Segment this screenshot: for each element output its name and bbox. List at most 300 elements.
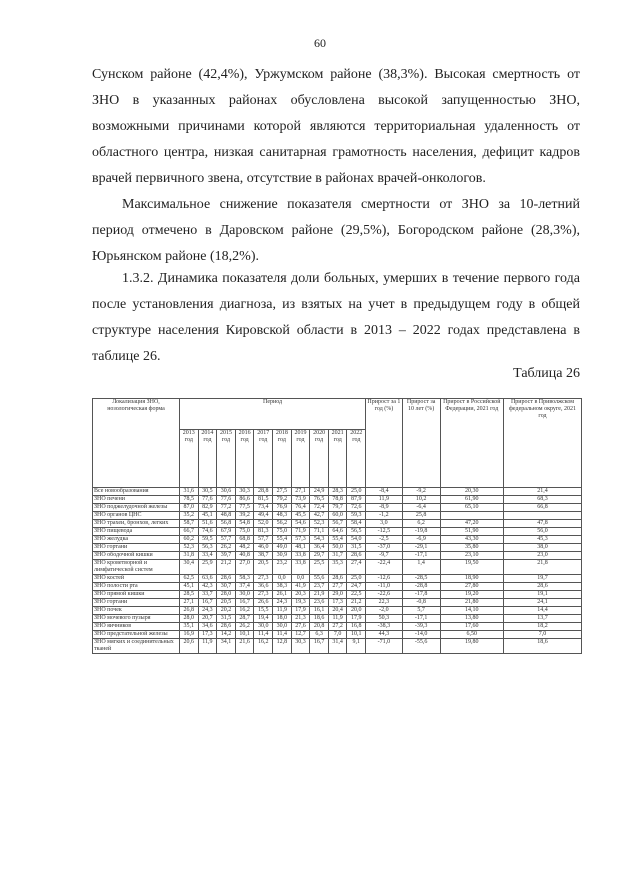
- table-cell: 58,4: [347, 520, 366, 528]
- table-cell: 54,0: [347, 536, 366, 544]
- table-cell: [440, 512, 503, 520]
- table-cell: 38,3: [273, 583, 292, 591]
- table-row: [93, 583, 582, 591]
- table-cell: 31,4: [328, 639, 347, 654]
- table-cell: 77,2: [217, 504, 236, 512]
- table-cell: 6,3: [310, 631, 329, 639]
- table-cell: 16,7: [235, 599, 254, 607]
- table-cell: 10,1: [235, 631, 254, 639]
- header-year: 2022 год: [347, 429, 366, 487]
- table-cell: 78,8: [328, 496, 347, 504]
- table-row: [93, 575, 582, 583]
- table-cell: 21,8: [504, 560, 582, 575]
- table-cell: 72,6: [347, 504, 366, 512]
- table-cell: 30,4: [180, 560, 199, 575]
- table-cell: 26,2: [235, 623, 254, 631]
- table-cell: 3,0: [366, 520, 403, 528]
- table-cell: 57,7: [254, 536, 273, 544]
- table-cell: 20,3: [291, 591, 310, 599]
- table-cell: 45,1: [180, 583, 199, 591]
- table-cell: -17,8: [402, 591, 440, 599]
- table-cell: 58,3: [235, 575, 254, 583]
- table-row: [93, 623, 582, 631]
- table-cell: 48,3: [273, 512, 292, 520]
- table-cell: -22,4: [366, 560, 403, 575]
- row-label: ЗНО полости рта: [93, 583, 180, 591]
- table-cell: 28,6: [347, 552, 366, 560]
- table-cell: 66,7: [180, 528, 199, 536]
- table-cell: 79,2: [273, 496, 292, 504]
- header-growth-1y: Прирост за 1 год (%): [366, 399, 403, 488]
- table-cell: 20,4: [328, 607, 347, 615]
- table-cell: 6,2: [402, 520, 440, 528]
- table-cell: 7,0: [504, 631, 582, 639]
- table-cell: 55,4: [273, 536, 292, 544]
- table-cell: 10,2: [402, 496, 440, 504]
- table-row: [93, 639, 582, 654]
- table-row: [93, 615, 582, 623]
- table-cell: 73,4: [254, 504, 273, 512]
- row-label: ЗНО органов ЦНС: [93, 512, 180, 520]
- table-cell: 12,8: [273, 639, 292, 654]
- row-label: ЗНО костей: [93, 575, 180, 583]
- table-cell: 61,90: [440, 496, 503, 504]
- table-cell: 22,3: [366, 599, 403, 607]
- header-year: 2017 год: [254, 429, 273, 487]
- table-cell: 0,0: [273, 575, 292, 583]
- table-cell: 43,30: [440, 536, 503, 544]
- table-cell: 64,6: [328, 528, 347, 536]
- table-cell: 52,3: [180, 544, 199, 552]
- table-cell: 31,6: [180, 488, 199, 496]
- header-year: 2016 год: [235, 429, 254, 487]
- table-cell: 81,3: [254, 528, 273, 536]
- table-cell: 16,9: [180, 631, 199, 639]
- table-cell: -28,5: [402, 575, 440, 583]
- table-cell: 54,8: [235, 520, 254, 528]
- table-cell: 56,7: [328, 520, 347, 528]
- row-label: ЗНО почек: [93, 607, 180, 615]
- table-cell: 28,7: [235, 615, 254, 623]
- table-cell: 17,3: [328, 599, 347, 607]
- table-cell: 37,4: [235, 583, 254, 591]
- table-cell: 21,80: [440, 599, 503, 607]
- table-cell: 28,6: [328, 575, 347, 583]
- table-cell: 39,2: [235, 512, 254, 520]
- row-label: ЗНО печени: [93, 496, 180, 504]
- table-cell: -14,0: [402, 631, 440, 639]
- table-cell: 27,2: [328, 623, 347, 631]
- table-cell: 19,7: [504, 575, 582, 583]
- table-cell: 48,8: [217, 512, 236, 520]
- table-cell: 19,1: [504, 591, 582, 599]
- header-year: 2021 год: [328, 429, 347, 487]
- table-cell: 28,6: [217, 623, 236, 631]
- table-cell: 21,3: [291, 615, 310, 623]
- table-cell: 26,8: [180, 607, 199, 615]
- table-cell: -12,6: [366, 575, 403, 583]
- table-cell: -22,6: [366, 591, 403, 599]
- table-cell: 0,0: [291, 575, 310, 583]
- table-cell: -2,0: [366, 607, 403, 615]
- table-cell: 27,4: [347, 560, 366, 575]
- table-cell: -37,0: [366, 544, 403, 552]
- table-cell: -6,4: [402, 504, 440, 512]
- table-cell: 49,0: [273, 544, 292, 552]
- table-cell: 28,0: [217, 591, 236, 599]
- table-cell: 47,20: [440, 520, 503, 528]
- table-cell: 23,6: [310, 599, 329, 607]
- row-label: ЗНО трахеи, бронхов, легких: [93, 520, 180, 528]
- table-cell: 27,0: [235, 560, 254, 575]
- table-cell: 73,9: [291, 496, 310, 504]
- header-year: 2018 год: [273, 429, 292, 487]
- table-cell: 45,1: [198, 512, 217, 520]
- table-cell: 9,1: [347, 639, 366, 654]
- header-year: 2020 год: [310, 429, 329, 487]
- table-cell: 30,3: [235, 488, 254, 496]
- table-cell: 35,3: [328, 560, 347, 575]
- header-year: 2014 год: [198, 429, 217, 487]
- table-cell: 27,1: [291, 488, 310, 496]
- row-label: ЗНО мочевого пузыря: [93, 615, 180, 623]
- table-cell: 77,6: [217, 496, 236, 504]
- table-cell: 54,6: [291, 520, 310, 528]
- table-cell: 71,9: [291, 528, 310, 536]
- table-cell: 16,7: [198, 599, 217, 607]
- table-row: [93, 496, 582, 504]
- table-cell: 50,3: [366, 615, 403, 623]
- table-cell: 78,5: [180, 496, 199, 504]
- table-cell: 49,4: [254, 512, 273, 520]
- table-cell: 28,6: [504, 583, 582, 591]
- table-row: [93, 631, 582, 639]
- table-cell: 35,1: [180, 623, 199, 631]
- table-cell: -8,4: [366, 488, 403, 496]
- table-cell: 13,7: [504, 615, 582, 623]
- table-cell: 28,5: [180, 591, 199, 599]
- table-cell: 17,9: [347, 615, 366, 623]
- table-cell: 21,6: [235, 639, 254, 654]
- table-cell: -17,1: [402, 552, 440, 560]
- table-cell: 20,8: [310, 623, 329, 631]
- table-cell: 51,90: [440, 528, 503, 536]
- paragraph-text: Максимальное снижение показателя смертности от ЗНО за 10-летний период отмечено в Даровском районе (29,5%), Богородском районе (28,3%), Юрьянском районе (18,2%).: [92, 197, 580, 264]
- table-cell: 24,3: [273, 599, 292, 607]
- header-year: 2015 год: [217, 429, 236, 487]
- table-cell: 34,6: [198, 623, 217, 631]
- table-cell: 21,2: [217, 560, 236, 575]
- table-cell: 17,9: [291, 607, 310, 615]
- table-cell: 42,3: [198, 583, 217, 591]
- table-cell: 14,4: [504, 607, 582, 615]
- table-cell: 26,6: [254, 599, 273, 607]
- table-cell: -19,8: [402, 528, 440, 536]
- table-cell: 21,9: [310, 591, 329, 599]
- table-cell: 68,3: [504, 496, 582, 504]
- row-label: ЗНО поджелудочной железы: [93, 504, 180, 512]
- table-cell: 76,5: [310, 496, 329, 504]
- mortality-table: [92, 398, 582, 654]
- table-row: [93, 512, 582, 520]
- table-cell: 21,4: [504, 488, 582, 496]
- table-cell: 56,0: [504, 528, 582, 536]
- table-cell: 27,1: [180, 599, 199, 607]
- table-row: [93, 504, 582, 512]
- header-growth-pfo: Прирост в Приволжском федеральном округе, 2021 год: [504, 399, 582, 488]
- table-cell: 33,8: [291, 560, 310, 575]
- table-cell: 21,2: [347, 599, 366, 607]
- table-cell: 1,4: [402, 560, 440, 575]
- table-row: [93, 560, 582, 575]
- table-cell: 23,10: [440, 552, 503, 560]
- table-cell: -0,8: [402, 599, 440, 607]
- table-body: [93, 488, 582, 654]
- table-cell: 18,6: [310, 615, 329, 623]
- table-cell: 27,80: [440, 583, 503, 591]
- table-cell: [504, 512, 582, 520]
- table-cell: 22,5: [347, 591, 366, 599]
- table-cell: -6,9: [402, 536, 440, 544]
- table-cell: 39,7: [217, 552, 236, 560]
- table-cell: 62,5: [180, 575, 199, 583]
- table-cell: 45,3: [504, 536, 582, 544]
- table-cell: 31,5: [217, 615, 236, 623]
- paragraph-3: [92, 266, 580, 370]
- table-cell: 29,0: [328, 591, 347, 599]
- table-cell: 60,2: [180, 536, 199, 544]
- table-cell: 26,1: [273, 591, 292, 599]
- table-cell: 40,8: [235, 552, 254, 560]
- table-cell: 11,9: [273, 607, 292, 615]
- row-label: ЗНО желудка: [93, 536, 180, 544]
- table-row: [93, 520, 582, 528]
- row-label: Все новообразования: [93, 488, 180, 496]
- table-cell: 44,3: [366, 631, 403, 639]
- table-cell: 59,3: [347, 512, 366, 520]
- table-cell: 57,7: [217, 536, 236, 544]
- table-cell: 25,0: [347, 488, 366, 496]
- table-cell: 19,50: [440, 560, 503, 575]
- paragraph-text: Сунском районе (42,4%), Уржумском районе (38,3%). Высокая смертность от ЗНО в указанных районах обусловлена высокой запущенностью ЗНО, возможными причинами которой являются территориальная удаленность от областного центра, низкая санитарная грамотность населения, дефицит кадров врачей первичного звена, отсутствие в районах врачей-онкологов.: [92, 67, 580, 186]
- table-cell: -8,9: [366, 504, 403, 512]
- table-cell: 66,8: [504, 504, 582, 512]
- paragraph-2: [92, 192, 580, 270]
- table-cell: 31,7: [328, 552, 347, 560]
- table-cell: 20,6: [180, 639, 199, 654]
- table-cell: 19,3: [291, 599, 310, 607]
- table-cell: 31,5: [347, 544, 366, 552]
- table-cell: 47,8: [504, 520, 582, 528]
- table-cell: 19,20: [440, 591, 503, 599]
- table-cell: 72,4: [310, 504, 329, 512]
- table-cell: 30,0: [235, 591, 254, 599]
- table-cell: 56,8: [217, 520, 236, 528]
- table-cell: 20,5: [217, 599, 236, 607]
- paragraph-1: [92, 62, 580, 192]
- table-cell: 33,4: [198, 552, 217, 560]
- table-cell: 54,3: [310, 536, 329, 544]
- table-cell: 34,1: [217, 639, 236, 654]
- table-cell: 24,3: [198, 607, 217, 615]
- table-cell: 20,5: [254, 560, 273, 575]
- table-cell: 26,2: [217, 544, 236, 552]
- table-cell: 56,3: [198, 544, 217, 552]
- table-cell: 77,6: [198, 496, 217, 504]
- table-row: [93, 488, 582, 496]
- table-cell: -1,2: [366, 512, 403, 520]
- table-cell: -9,2: [402, 488, 440, 496]
- table-row: [93, 599, 582, 607]
- paragraph-text: 1.3.2. Динамика показателя доли больных, умерших в течение первого года после установления диагноза, из взятых на учет в предыдущем году в общей структуре населения Кировской области в 2013 – 2022 годах представлена в таблице 26.: [92, 271, 580, 364]
- table-cell: 6,50: [440, 631, 503, 639]
- table-cell: 28,8: [254, 488, 273, 496]
- row-label: ЗНО предстательной железы: [93, 631, 180, 639]
- table-cell: -28,8: [402, 583, 440, 591]
- table-cell: 17,60: [440, 623, 503, 631]
- table-cell: 67,9: [217, 528, 236, 536]
- table-cell: 87,9: [347, 496, 366, 504]
- table-cell: 11,9: [366, 496, 403, 504]
- table-cell: 14,10: [440, 607, 503, 615]
- table-cell: 27,3: [254, 591, 273, 599]
- table-cell: 12,7: [291, 631, 310, 639]
- table-cell: 76,9: [273, 504, 292, 512]
- table-cell: 17,3: [198, 631, 217, 639]
- table-cell: 48,1: [291, 544, 310, 552]
- table-cell: -55,6: [402, 639, 440, 654]
- row-label: ЗНО пищевода: [93, 528, 180, 536]
- table-cell: 86,6: [235, 496, 254, 504]
- table-cell: 55,4: [328, 536, 347, 544]
- row-label: ЗНО гортани: [93, 599, 180, 607]
- table-cell: 30,5: [198, 488, 217, 496]
- table-caption: Таблица 26: [513, 366, 580, 381]
- table-cell: 35,2: [180, 512, 199, 520]
- table-cell: 36,6: [254, 583, 273, 591]
- table-cell: -12,5: [366, 528, 403, 536]
- table-cell: 52,3: [310, 520, 329, 528]
- row-label: ЗНО гортани: [93, 544, 180, 552]
- table-cell: 29,7: [310, 552, 329, 560]
- table-cell: 14,2: [217, 631, 236, 639]
- table-cell: 27,3: [254, 575, 273, 583]
- table-cell: 51,6: [198, 520, 217, 528]
- table-cell: 30,6: [217, 488, 236, 496]
- table-cell: 23,0: [504, 552, 582, 560]
- table-cell: 52,0: [254, 520, 273, 528]
- table-cell: 16,2: [254, 639, 273, 654]
- table-cell: 18,90: [440, 575, 503, 583]
- table-row: [93, 591, 582, 599]
- table-cell: 59,5: [198, 536, 217, 544]
- table-cell: 20,30: [440, 488, 503, 496]
- table-cell: 5,7: [402, 607, 440, 615]
- table-cell: 18,2: [504, 623, 582, 631]
- table-cell: 60,0: [328, 512, 347, 520]
- table-cell: 16,2: [235, 607, 254, 615]
- table-row: [93, 552, 582, 560]
- table-cell: 68,8: [235, 536, 254, 544]
- table-cell: 11,4: [273, 631, 292, 639]
- table-cell: 77,5: [235, 504, 254, 512]
- table-cell: 56,2: [273, 520, 292, 528]
- table-cell: 38,0: [504, 544, 582, 552]
- table-cell: 56,5: [347, 528, 366, 536]
- table-cell: 25,0: [347, 575, 366, 583]
- table-cell: 50,0: [328, 544, 347, 552]
- table-cell: -9,7: [366, 552, 403, 560]
- table-cell: 55,6: [310, 575, 329, 583]
- table-cell: 30,0: [254, 623, 273, 631]
- table-row: [93, 536, 582, 544]
- table-cell: 24,1: [504, 599, 582, 607]
- table-cell: 30,9: [273, 552, 292, 560]
- table-cell: 27,7: [328, 583, 347, 591]
- table-row: [93, 607, 582, 615]
- table-cell: 48,2: [235, 544, 254, 552]
- table-cell: 75,0: [273, 528, 292, 536]
- table-cell: -71,0: [366, 639, 403, 654]
- row-label: ЗНО ободочной кишки: [93, 552, 180, 560]
- table-cell: 7,0: [328, 631, 347, 639]
- header-year: 2013 год: [180, 429, 199, 487]
- table-cell: 19,4: [254, 615, 273, 623]
- table-cell: 25,5: [310, 560, 329, 575]
- table-cell: 20,2: [217, 607, 236, 615]
- table-row: [93, 528, 582, 536]
- table-cell: 74,6: [198, 528, 217, 536]
- table-cell: 30,0: [273, 623, 292, 631]
- table-cell: 28,0: [180, 615, 199, 623]
- table-cell: 57,3: [291, 536, 310, 544]
- table-cell: 75,0: [235, 528, 254, 536]
- table-cell: 25,8: [402, 512, 440, 520]
- header-growth-10y: Прирост за 10 лет (%): [402, 399, 440, 488]
- table-cell: 79,7: [328, 504, 347, 512]
- table-cell: 76,4: [291, 504, 310, 512]
- row-label: ЗНО прямой кишки: [93, 591, 180, 599]
- table-cell: 38,7: [254, 552, 273, 560]
- header-year: 2019 год: [291, 429, 310, 487]
- table-cell: 33,7: [198, 591, 217, 599]
- table-cell: 71,1: [310, 528, 329, 536]
- table-cell: 18,6: [504, 639, 582, 654]
- table-cell: 33,8: [291, 552, 310, 560]
- table-cell: 27,5: [273, 488, 292, 496]
- table-cell: 16,7: [310, 639, 329, 654]
- table-cell: 24,7: [347, 583, 366, 591]
- table-cell: -38,3: [366, 623, 403, 631]
- table-cell: 27,6: [291, 623, 310, 631]
- table-cell: 18,0: [273, 615, 292, 623]
- table-cell: 46,0: [254, 544, 273, 552]
- table-cell: 36,4: [310, 544, 329, 552]
- table-cell: 28,6: [217, 575, 236, 583]
- table-cell: -11,0: [366, 583, 403, 591]
- table-cell: 65,10: [440, 504, 503, 512]
- table-cell: -17,1: [402, 615, 440, 623]
- header-localization: Локализация ЗНО, нозологическая форма: [93, 399, 180, 488]
- table-cell: 20,7: [198, 615, 217, 623]
- table-cell: -39,3: [402, 623, 440, 631]
- table-cell: 35,80: [440, 544, 503, 552]
- table-cell: 15,5: [254, 607, 273, 615]
- row-label: ЗНО мягких и соединительных тканей: [93, 639, 180, 654]
- table-cell: 11,4: [254, 631, 273, 639]
- table-cell: 25,9: [198, 560, 217, 575]
- table-cell: 16,8: [347, 623, 366, 631]
